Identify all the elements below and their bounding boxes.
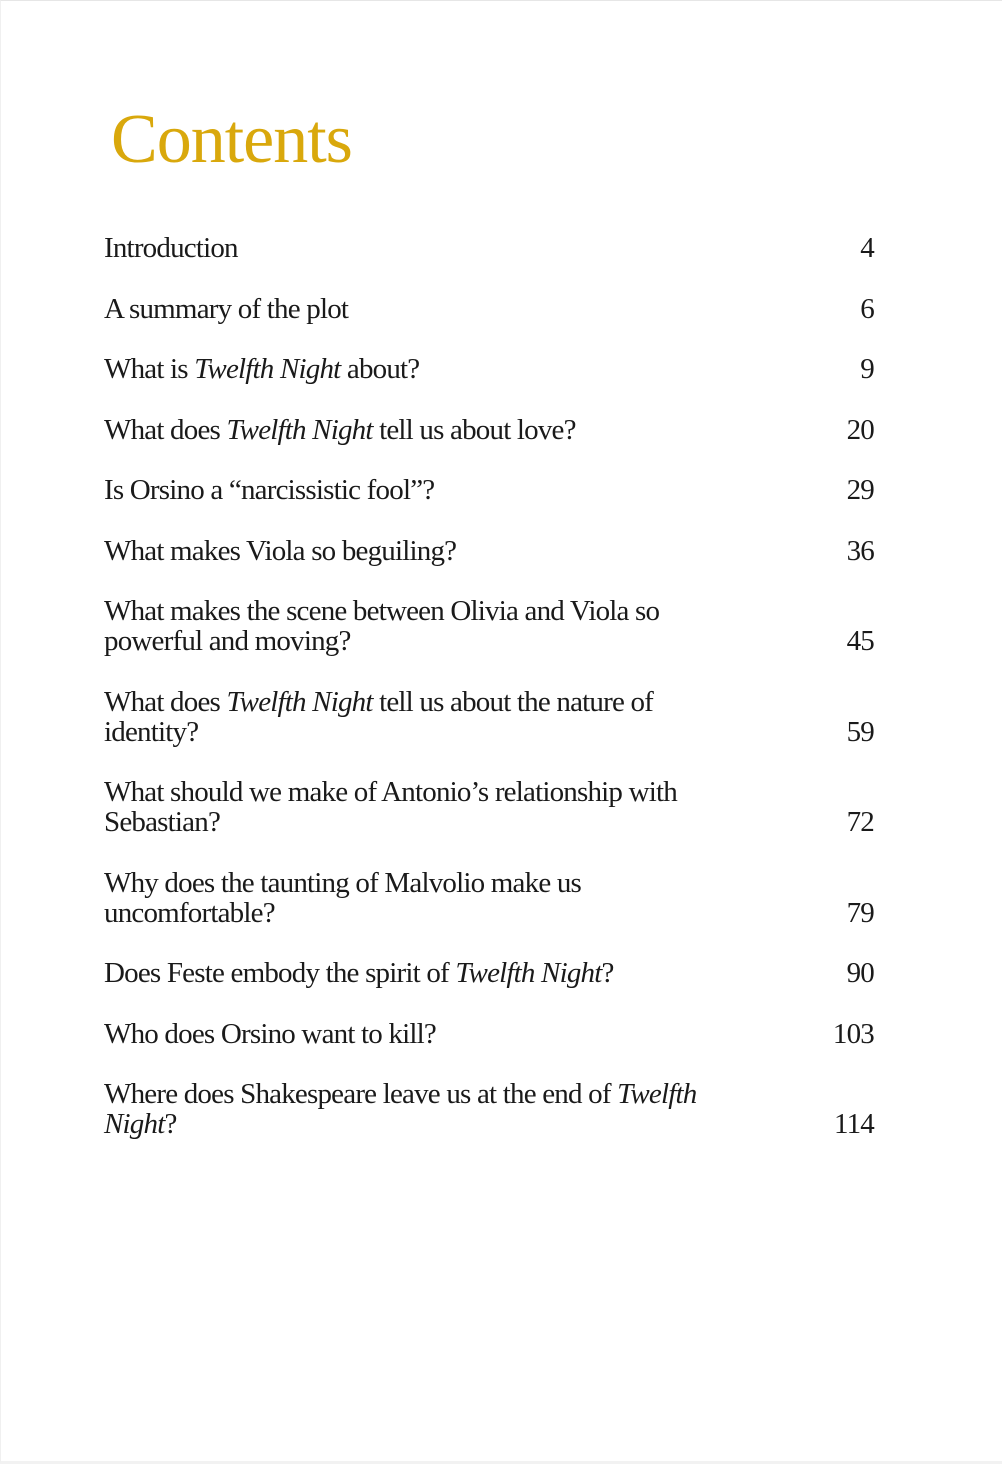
toc-entry-title: A summary of the plot [104,292,349,325]
toc-entry[interactable] [104,475,874,505]
toc-entry-title: What makes Viola so beguiling? [104,534,457,567]
toc-entry-page: 72 [846,806,874,838]
toc-entry-page: 79 [846,896,874,929]
toc-entry-title: Who does Orsino want to kill? [104,1017,436,1050]
toc-entry-title: Why does the taunting of Malvolio make us uncomfortable? [104,866,582,929]
toc-entry-title: What is Twelfth Night about? [104,353,420,385]
toc-entry-page: 20 [846,413,874,446]
toc-entry-title: What does Twelfth Night tell us about love? [104,413,576,446]
toc-entry-page: 103 [832,1017,874,1050]
toc-entry-title: Does Feste embody the spirit of Twelfth Night? [104,957,614,989]
toc-entry-page: 36 [846,534,874,567]
toc-entry[interactable] [104,687,874,747]
toc-entry[interactable] [104,415,874,445]
toc-entry[interactable] [104,777,874,837]
toc-entry[interactable] [104,233,874,263]
toc-entry-page: 6 [860,292,874,325]
toc-entry-title: Introduction [104,232,238,264]
toc-entry-title: Where does Shakespeare leave us at the end of Twelfth Night? [104,1078,697,1140]
toc-entry-page: 45 [846,625,874,657]
toc-entry[interactable] [104,536,874,566]
toc-entry[interactable] [104,596,874,656]
toc-entry[interactable] [104,354,874,384]
toc-entry-page: 29 [846,474,874,506]
toc-entry-page: 90 [846,957,874,989]
toc-entry-title: What makes the scene between Olivia and Viola so powerful and moving? [104,595,660,657]
toc-entry-title: Is Orsino a “narcissistic fool”? [104,474,435,506]
toc-entry[interactable] [104,294,874,324]
toc-entry-title: What does Twelfth Night tell us about the nature of identity? [104,685,654,748]
table-of-contents [104,233,874,1170]
toc-entry-page: 9 [860,353,874,385]
toc-entry-page: 114 [833,1108,874,1140]
toc-entry[interactable] [104,1079,874,1139]
toc-entry[interactable] [104,1019,874,1049]
toc-entry-page: 59 [846,715,874,748]
toc-entry-page: 4 [860,232,874,264]
toc-entry-title: What should we make of Antonio’s relationship with Sebastian? [104,776,677,838]
page-title: Contents [111,101,352,178]
toc-entry[interactable] [104,868,874,928]
toc-entry[interactable] [104,958,874,988]
